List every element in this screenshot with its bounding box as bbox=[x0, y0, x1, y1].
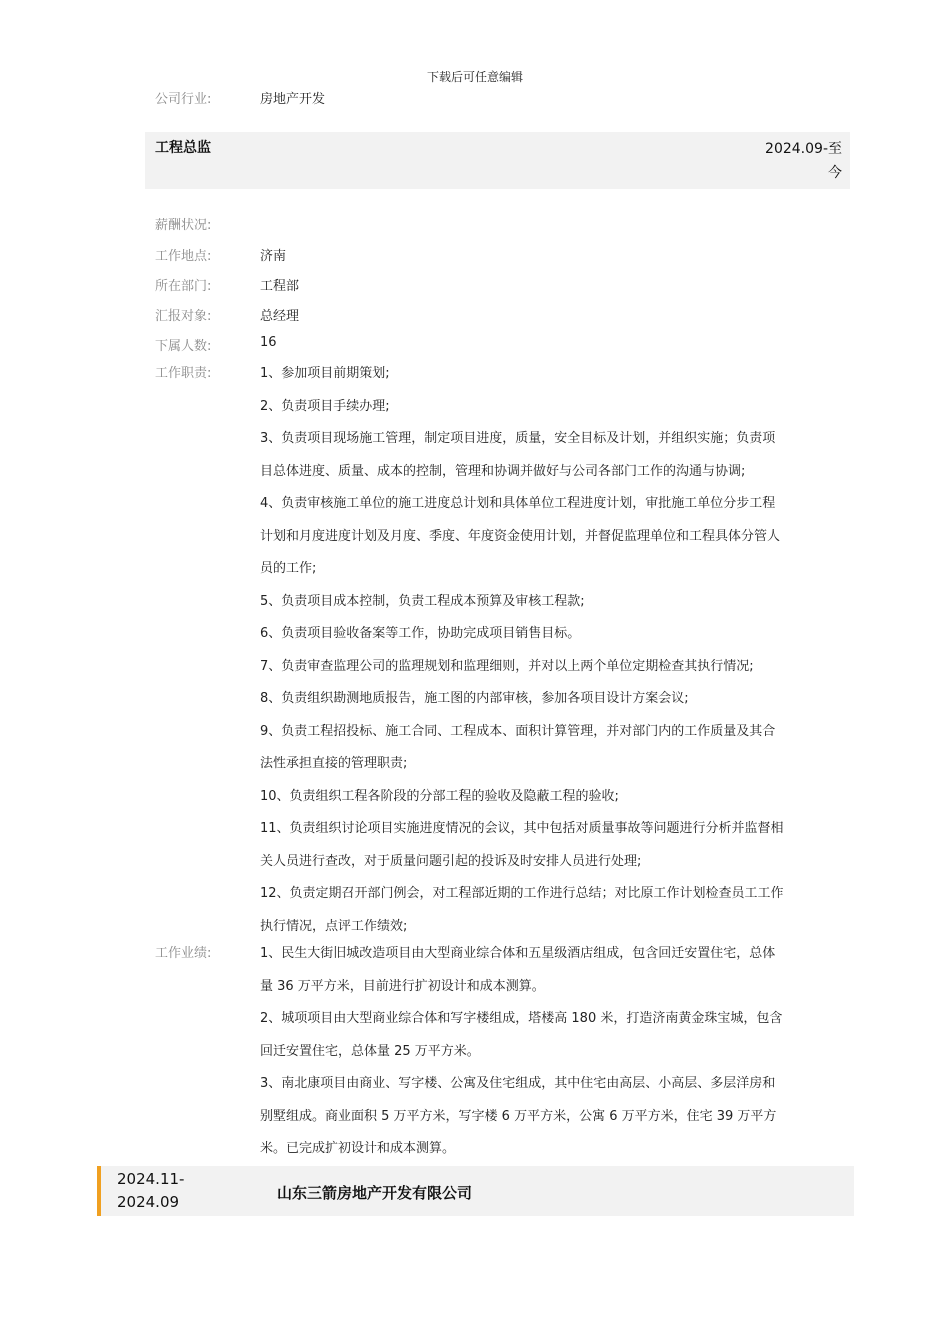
achievement-line: 3、南北康项目由商业、写字楼、公寓及住宅组成，其中住宅由高层、小高层、多层洋房和 bbox=[260, 1076, 776, 1091]
achievement-line: 1、民生大街旧城改造项目由大型商业综合体和五星级酒店组成，包含回迁安置住宅，总体 bbox=[260, 946, 776, 961]
duty-line: 11、负责组织讨论项目实施进度情况的会议，其中包括对质量事故等问题进行分析并监督相 bbox=[260, 821, 784, 836]
duty-line: 3、负责项目现场施工管理，制定项目进度，质量，安全目标及计划，并组织实施；负责项 bbox=[260, 431, 776, 446]
duties-label: 工作职责: bbox=[155, 366, 212, 381]
duty-line: 5、负责项目成本控制，负责工程成本预算及审核工程款; bbox=[260, 593, 585, 609]
position-date-line2: 今 bbox=[828, 165, 842, 181]
location-value: 济南 bbox=[260, 249, 287, 264]
duty-line: 9、负责工程招投标、施工合同、工程成本、面积计算管理，并对部门内的工作质量及其合 bbox=[260, 723, 776, 739]
duty-line: 法性承担直接的管理职责; bbox=[260, 756, 408, 771]
achievement-line: 2、城项项目由大型商业综合体和写字楼组成，塔楼高 180 米，打造济南黄金珠宝城，包含 bbox=[260, 1011, 783, 1026]
department-label: 所在部门: bbox=[155, 279, 212, 294]
download-note: 下载后可任意编辑 bbox=[426, 70, 523, 84]
salary-label: 薪酬状况: bbox=[155, 218, 212, 233]
duty-line: 4、负责审核施工单位的施工进度总计划和具体单位工程进度计划，审批施工单位分步工程 bbox=[260, 496, 776, 511]
achievements-list bbox=[260, 938, 845, 1166]
duty-line: 12、负责定期召开部门例会，对工程部近期的工作进行总结；对比原工作计划检查员工工作 bbox=[260, 886, 784, 901]
duty-line: 关人员进行查改，对于质量问题引起的投诉及时安排人员进行处理; bbox=[260, 853, 642, 869]
achievements-label: 工作业绩: bbox=[155, 946, 212, 961]
company-dates bbox=[117, 1168, 184, 1214]
industry-value: 房地产开发 bbox=[260, 92, 326, 107]
department-value: 工程部 bbox=[260, 279, 300, 294]
location-label: 工作地点: bbox=[155, 249, 212, 264]
duty-line: 10、负责组织工程各阶段的分部工程的验收及隐蔽工程的验收; bbox=[260, 788, 619, 804]
duty-line: 7、负责审查监理公司的监理规划和监理细则，并对以上两个单位定期检查其执行情况; bbox=[260, 658, 754, 674]
duties-section bbox=[155, 358, 845, 943]
company-header bbox=[97, 1166, 854, 1216]
position-date bbox=[752, 137, 842, 185]
position-header bbox=[145, 132, 850, 189]
duty-line: 执行情况，点评工作绩效; bbox=[260, 918, 408, 934]
achievements-section bbox=[155, 938, 845, 1166]
duty-line: 员的工作; bbox=[260, 561, 317, 576]
report-to-label: 汇报对象: bbox=[155, 309, 212, 324]
achievement-line: 别墅组成。商业面积 5 万平方米，写字楼 6 万平方米，公寓 6 万平方米，住宅 39 万平方 bbox=[260, 1108, 777, 1124]
duty-line: 8、负责组织勘测地质报告，施工图的内部审核，参加各项目设计方案会议; bbox=[260, 691, 689, 706]
achievement-line: 回迁安置住宅，总体量 25 万平方米。 bbox=[260, 1043, 480, 1059]
report-to-value: 总经理 bbox=[260, 309, 300, 324]
company-date-start: 2024.11- bbox=[117, 1170, 185, 1188]
duty-line: 2、负责项目手续办理; bbox=[260, 398, 390, 414]
company-name: 山东三箭房地产开发有限公司 bbox=[277, 1184, 473, 1202]
position-date-line1: 2024.09-至 bbox=[765, 141, 842, 157]
duty-line: 目总体进度、质量、成本的控制，管理和协调并做好与公司各部门工作的沟通与协调; bbox=[260, 463, 746, 479]
company-date-end: 2024.09 bbox=[117, 1193, 180, 1211]
achievement-line: 米。已完成扩初设计和成本测算。 bbox=[260, 1141, 456, 1156]
duty-line: 计划和月度进度计划及月度、季度、年度资金使用计划，并督促监理单位和工程具体分管人 bbox=[260, 528, 781, 544]
duty-line: 1、参加项目前期策划; bbox=[260, 366, 390, 381]
achievement-line: 量 36 万平方米，目前进行扩初设计和成本测算。 bbox=[260, 978, 545, 994]
subordinates-label: 下属人数: bbox=[155, 339, 212, 354]
duties-list bbox=[260, 358, 845, 943]
duty-line: 6、负责项目验收备案等工作，协助完成项目销售目标。 bbox=[260, 626, 581, 641]
subordinates-value: 16 bbox=[260, 335, 277, 350]
industry-label: 公司行业: bbox=[155, 92, 212, 107]
position-title: 工程总监 bbox=[155, 140, 211, 156]
